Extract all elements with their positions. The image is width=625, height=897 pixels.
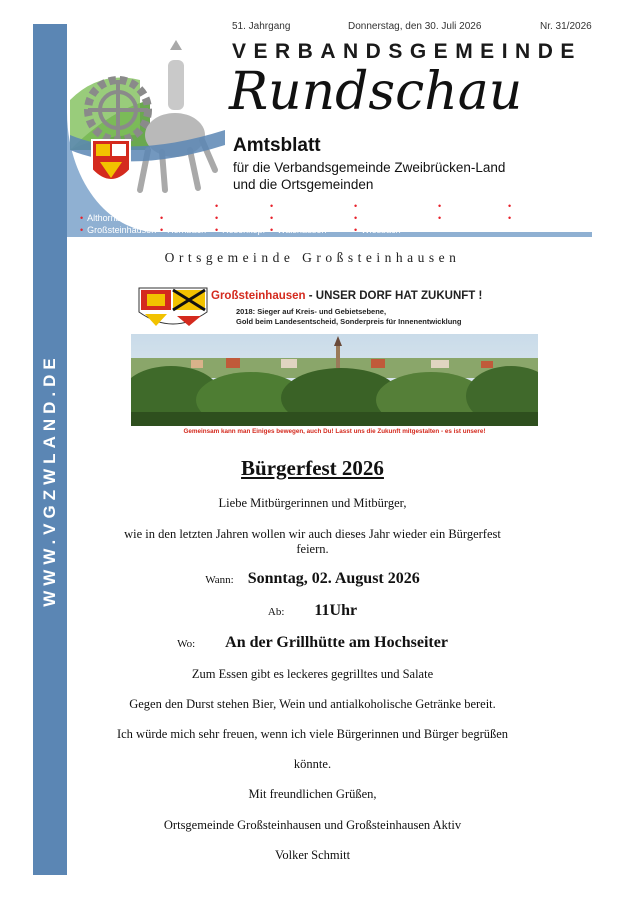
masthead-title-top: VERBANDSGEMEINDE (232, 40, 582, 63)
village-item: • Großsteinhausen (80, 225, 156, 235)
ortsgemeinde-heading: Ortsgemeinde Großsteinhausen (164, 250, 461, 265)
coat-of-arms-logo (70, 40, 225, 200)
amtsblatt-label: Amtsblatt (233, 135, 321, 156)
issue-date: Donnerstag, den 30. Juli 2026 (348, 21, 482, 32)
village-item: • Dietrichingen (438, 201, 498, 211)
event-time-row (0, 602, 625, 620)
village-item: • Walshausen (270, 225, 326, 235)
village-item: • Käshofen (215, 213, 260, 223)
event-location-row (0, 634, 625, 652)
when-label: Wann: (205, 574, 234, 586)
masthead-title: Rundschau (229, 62, 523, 122)
village-item: • Mauschbach (438, 213, 496, 223)
village-banner (131, 282, 538, 440)
village-item: • Kleinsteinhausen (354, 213, 430, 223)
article-title: Bürgerfest 2026 (241, 456, 384, 480)
village-item: • Rosenkopf (215, 225, 265, 235)
signature: Volker Schmitt (274, 848, 351, 862)
closing: Mit freundlichen Grüßen, (248, 787, 377, 801)
drinks-text: Gegen den Durst stehen Bier, Wein und antialkoholische Getränke bereit. (129, 697, 496, 711)
village-item: • Wiesbach (354, 225, 401, 235)
village-coat-of-arms-icon (137, 286, 209, 330)
from-value: 11Uhr (314, 602, 358, 619)
volume: 51. Jahrgang (232, 21, 291, 32)
subtitle-line-2: und die Ortsgemeinden (233, 177, 374, 192)
village-item: • Dellfeld (354, 201, 391, 211)
welcome-line-1: Ich würde mich sehr freuen, wenn ich viele Bürgerinnen und Bürger begrüßen (116, 727, 509, 741)
village-item: • Kleinbundenbach (270, 213, 347, 223)
where-value: An der Grillhütte am Hochseiter (225, 634, 448, 651)
village-item: • Battweiler (160, 213, 207, 223)
village-item: • Hornbach (160, 225, 206, 235)
issue-number: Nr. 31/2026 (540, 21, 592, 32)
banner-award-line-2: Gold beim Landesentscheid, Sonderpreis für Innenentwicklung (236, 317, 462, 326)
village-photo (131, 334, 538, 426)
intro-line-1: wie in den letzten Jahren wollen wir auch dieses Jahr wieder ein Bürgerfest (124, 527, 501, 541)
from-label: Ab: (267, 606, 285, 618)
sidebar-url: WWW.VGZWLAND.DE (40, 353, 59, 607)
greeting: Liebe Mitbürgerinnen und Mitbürger, (218, 496, 407, 510)
banner-slogan: Gemeinsam kann man Einiges bewegen, auch Du! Lasst uns die Zukunft mitgestalten - es ist unsere! (183, 428, 486, 435)
village-item: • Althornbach (80, 213, 135, 223)
where-label: Wo: (177, 638, 196, 650)
village-item: • Großbundenbach (508, 201, 585, 211)
village-item: • Contwig (270, 201, 310, 211)
food-text: Zum Essen gibt es leckeres gegrilltes und Salate (191, 667, 434, 681)
banner-award-line-1: 2018: Sieger auf Kreis- und Gebietsebene, (236, 307, 387, 316)
welcome-line-2: könnte. (293, 757, 332, 771)
event-date-row (0, 570, 625, 588)
intro-line-2: feiern. (296, 542, 329, 556)
when-value: Sonntag, 02. August 2026 (247, 570, 420, 587)
subtitle-line-1: für die Verbandsgemeinde Zweibrücken-Land (233, 160, 506, 175)
organization: Ortsgemeinde Großsteinhausen und Großsteinhausen Aktiv (163, 818, 462, 832)
village-item: • Bechhofen (215, 201, 265, 211)
banner-title: Großsteinhausen - UNSER DORF HAT ZUKUNFT ! (211, 290, 483, 302)
village-item: • Riedelberg (508, 213, 559, 223)
